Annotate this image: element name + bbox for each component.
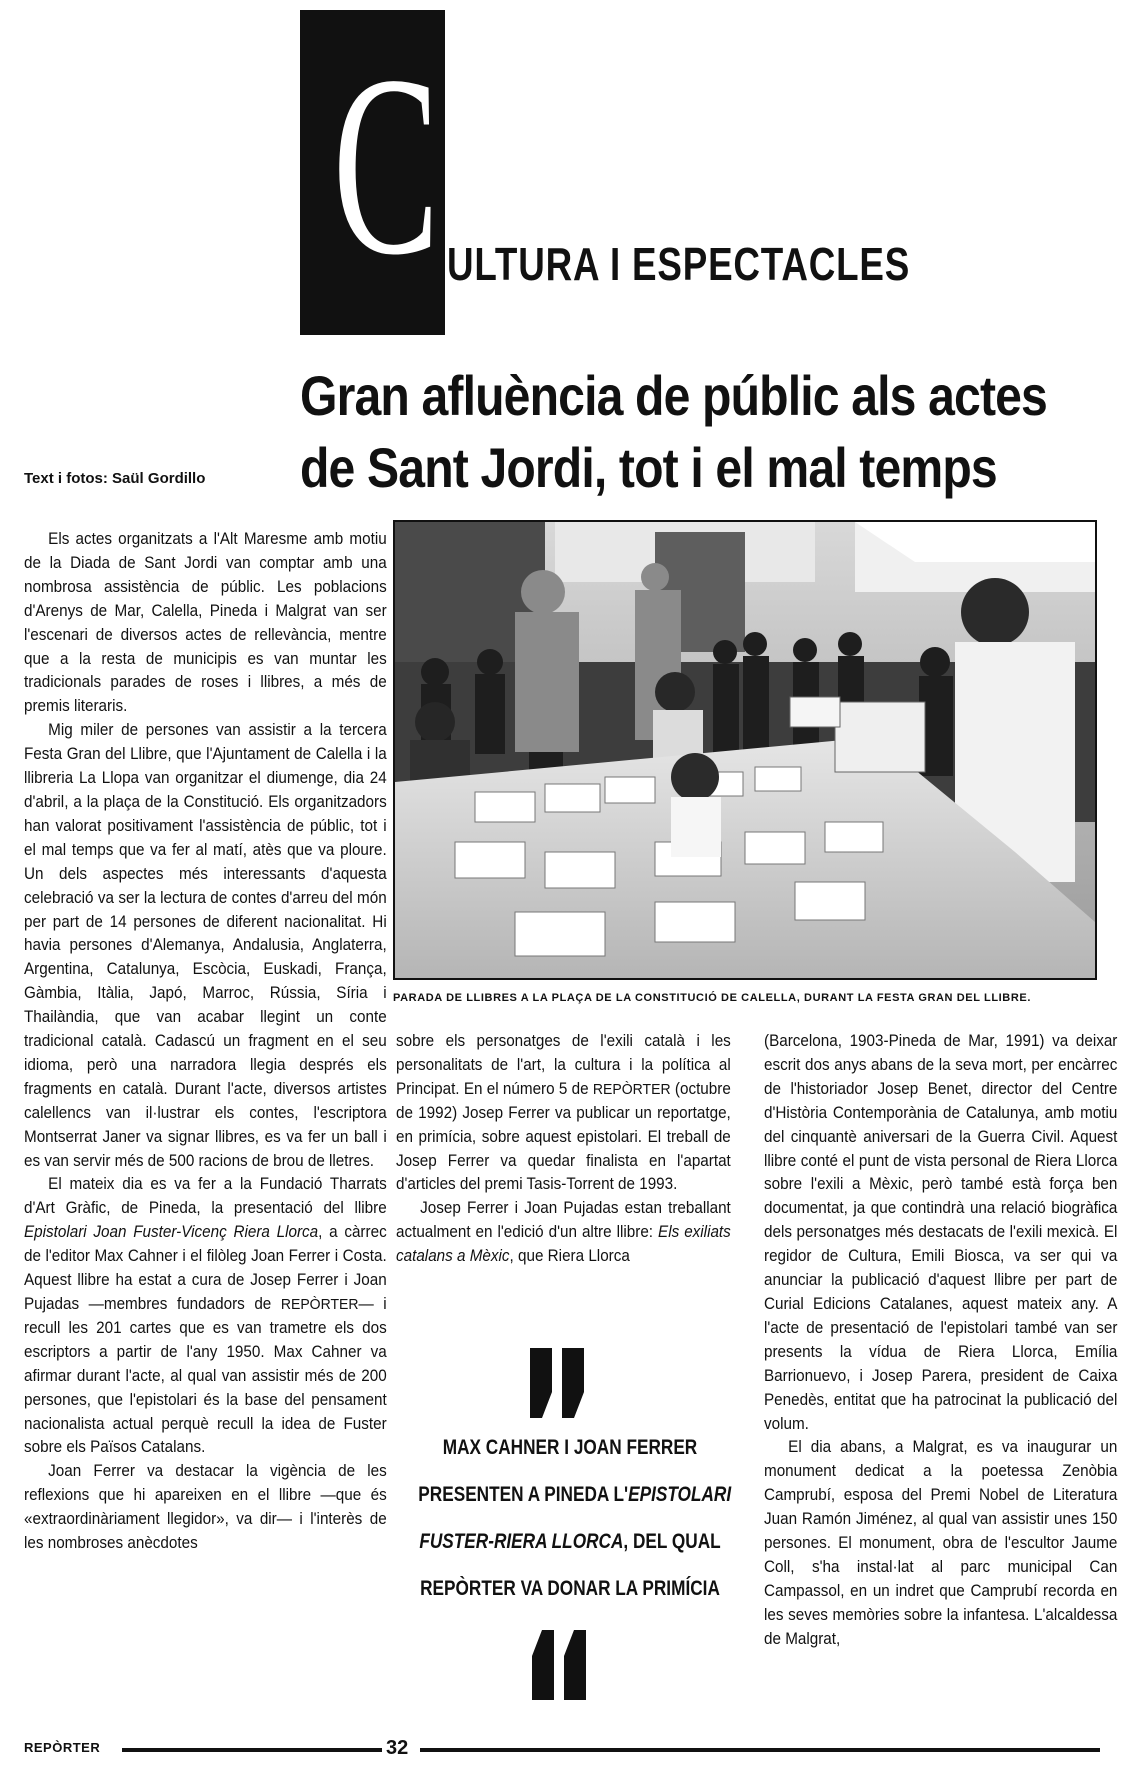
paragraph	[396, 1197, 731, 1269]
page-number: 32	[386, 1737, 409, 1759]
pull-quote-line-4: REPÒRTER VA DONAR LA PRIMÍCIA	[420, 1577, 720, 1600]
footer-magazine-name: REPÒRTER	[24, 1740, 101, 1755]
text-run: Josep Ferrer i Joan Pujadas estan treballant actualment en l'edició d'un altre llibre:	[396, 1199, 731, 1242]
paragraph: Joan Ferrer va destacar la vigència de les reflexions que hi apareixen en el llibre —que és «extraordinàriament llegidor», va dir— i l'interès de les nombroses anècdotes	[24, 1462, 387, 1553]
paragraph	[396, 1030, 731, 1197]
text-run: PRESENTEN A PINEDA L'	[418, 1483, 629, 1506]
headline-line-2: de Sant Jordi, tot i el mal temps	[300, 436, 997, 499]
text-run: (octubre de 1992) Josep Ferrer va publicar un reportatge, en primícia, sobre aquest epistolari. El treball de Josep Ferrer va quedar finalista en l'apartat d'articles del premi Tasis-Torrent de 1993.	[396, 1079, 731, 1194]
article-column-2	[396, 1030, 731, 1269]
headline-line-1: Gran afluència de públic als actes	[300, 364, 1047, 427]
paragraph: (Barcelona, 1903-Pineda de Mar, 1991) va deixar escrit dos anys abans de la seva mort, per encàrrec de l'historiador Josep Benet, director del Centre d'Història Contemporània de Catalunya, amb motiu del cinquantè aniversari de la Guerra Civil. Aquest llibre conté el punt de vista personal de Riera Llorca sobre l'exili a Mèxic, però també està força ben documentat, ja que contindrà una relació biogràfica dels personatges més destacats de l'exili mexicà. El regidor de Cultura, Emili Biosca, va ser qui va anunciar la publicació d'aquest llibre per part de Curial Edicions Catalanes, aquest mateix any. A l'acte de presentació de l'epistolari també van ser presents la vídua de Riera Llorca, Emília Barrionuevo, i Josep Parera, president de Caixa Penedès, entitat que ha patrocinat la publicació del volum.	[764, 1032, 1118, 1433]
pull-quote-line-3	[418, 1518, 721, 1565]
article-column-1	[24, 528, 387, 1556]
text-run: sobre els personatges de l'exili català i les personalitats de l'art, la cultura i la política al Principat. En el número 5 de	[396, 1032, 731, 1098]
section-title: ULTURA I ESPECTACLES	[447, 238, 911, 290]
open-quote-icon	[528, 1348, 588, 1418]
book-title: FUSTER-RIERA LLORCA	[419, 1530, 624, 1553]
section-dropcap-box	[300, 10, 445, 335]
article-column-3	[764, 1030, 1117, 1652]
text-run: — i recull les 201 cartes que es van trametre els dos escriptors a partir de l'any 1950. Max Cahner va afirmar durant l'acte, al qual van assistir més de 200 persones, que l'epistolari és la base del pensament nacionalista actual perquè recull la idea de Fuster sobre els Països Catalans.	[24, 1295, 387, 1457]
magazine-name: REPÒRTER	[280, 1296, 359, 1313]
footer-rule	[122, 1748, 382, 1752]
text-run: El mateix dia es va fer a la Fundació Tharrats d'Art Gràfic, de Pineda, la presentació del llibre	[24, 1175, 387, 1218]
paragraph	[24, 1173, 387, 1460]
text-run: , que Riera Llorca	[509, 1247, 630, 1266]
pull-quote-line-2	[418, 1471, 732, 1518]
text-run: , a càrrec de l'editor Max Cahner i el filòleg Joan Ferrer i Costa. Aquest llibre ha estat a cura de Josep Ferrer i Joan Pujadas —membres fundadors de	[24, 1223, 387, 1313]
paragraph: El dia abans, a Malgrat, es va inaugurar un monument dedicat a la poetessa Zenòbia Camprubí, esposa del Premi Nobel de Literatura Juan Ramón Jiménez, al qual van assistir unes 150 persones. El monument, obra de l'escultor Jaume Coll, s'ha instal·lat al parc municipal Can Campassol, en un indret que Camprubí recorda en les seves memòries sobre la infantesa. L'alcaldessa de Malgrat,	[764, 1438, 1118, 1648]
photo-book-stall	[393, 520, 1097, 980]
photo-caption: PARADA DE LLIBRES A LA PLAÇA DE LA CONSTITUCIÓ DE CALELLA, DURANT LA FESTA GRAN DEL LLIBRE.	[393, 992, 1031, 1004]
book-title: Els exiliats catalans a Mèxic	[396, 1223, 731, 1266]
byline: Text i fotos: Saül Gordillo	[24, 470, 206, 487]
text-run: , DEL QUAL	[623, 1530, 721, 1553]
paragraph: Els actes organitzats a l'Alt Maresme amb motiu de la Diada de Sant Jordi van comptar amb una nombrosa assistència de públic. Les poblacions d'Arenys de Mar, Calella, Pineda i Malgrat van ser l'escenari de diversos actes de rellevància, mentre que a la resta de municipis es van muntar les tradicionals parades de roses i llibres, a més de premis literaris.	[24, 530, 387, 716]
close-quote-icon	[528, 1630, 588, 1700]
page-footer	[24, 1737, 1100, 1761]
book-title: EPISTOLARI	[628, 1483, 732, 1506]
pull-quote	[385, 1424, 755, 1612]
headline	[300, 360, 1115, 504]
paragraph: Mig miler de persones van assistir a la tercera Festa Gran del Llibre, que l'Ajuntament de Calella i la llibreria La Llopa van organitzar el diumenge, dia 24 d'abril, a la plaça de la Constitució. Els organitzadors han valorat positivament l'assistència de públic, tot i el mal temps que va fer al matí, atès que va ploure. Un dels aspectes més interessants d'aquesta celebració va ser la lectura de contes d'arreu del món per part de 14 persones de diferent nacionalitat. Hi havia persones d'Alemanya, Andalusia, Anglaterra, Argentina, Catalunya, Escòcia, Euskadi, França, Gàmbia, Itàlia, Japó, Marroc, Rússia, Síria i Thailàndia, que van acabar llegint un conte tradicional català. Cadascú un fragment en el seu idioma, però una narradora llegia després els fragments en català. Durant l'acte, diversos artistes calellencs van il·lustrar els contes, l'escriptora Montserrat Janer va signar llibres, es va fer un ball i es van servir més de 500 racions de brou de lletres.	[24, 721, 387, 1170]
photo-illustration	[395, 522, 1095, 978]
section-dropcap-letter: C	[332, 22, 440, 308]
footer-rule	[420, 1748, 1100, 1752]
pull-quote-line-1: MAX CAHNER I JOAN FERRER	[442, 1436, 698, 1459]
magazine-name: REPÒRTER	[592, 1080, 671, 1098]
book-title: Epistolari Joan Fuster-Vicenç Riera Llorca	[24, 1223, 319, 1242]
